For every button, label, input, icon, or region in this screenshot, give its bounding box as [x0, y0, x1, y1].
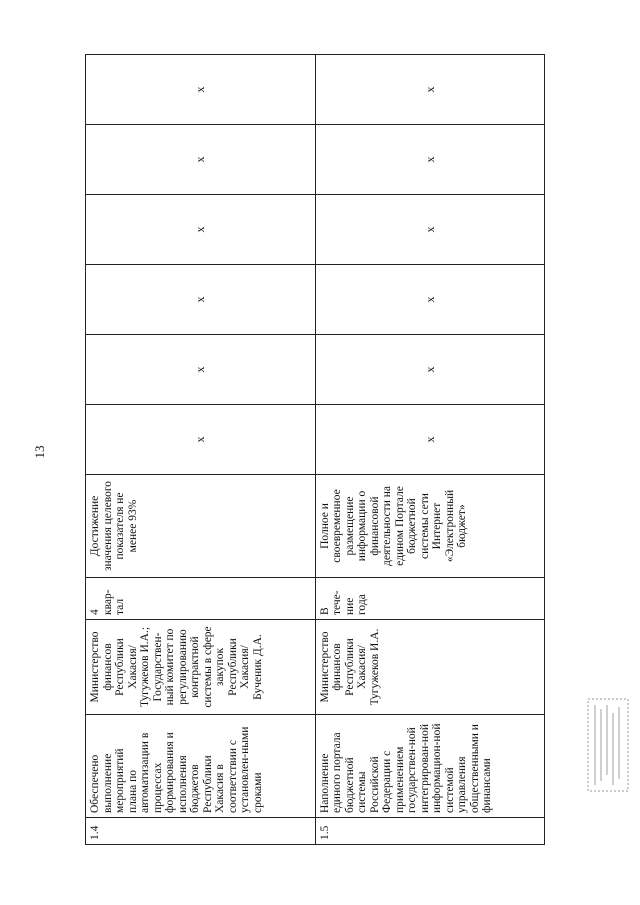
- mark-cell: x: [86, 195, 316, 265]
- event-cell: Наполнение единого портала бюджетной системы Российской Федерации с применением государствен-ной интегрирован-ной информацион-ной системой управления общественными и финансами: [315, 715, 545, 818]
- table-row: [86, 55, 316, 845]
- mark-cell: x: [315, 195, 545, 265]
- mark-cell: x: [315, 125, 545, 195]
- table-row: [315, 55, 545, 845]
- row-number: 1.5: [315, 818, 545, 845]
- mark-cell: x: [315, 265, 545, 335]
- plan-table: [85, 54, 545, 845]
- term-cell: 4 квар-тал: [86, 578, 316, 620]
- mark-cell: x: [86, 55, 316, 125]
- row-number: 1.4: [86, 818, 316, 845]
- mark-cell: x: [86, 335, 316, 405]
- signature-stamp: [585, 695, 631, 795]
- result-cell: Полное и своевременное размещение информации о финансовой деятельности на едином Портале бюджетной системы сети Интернет «Электронный бюджет»: [315, 475, 545, 578]
- result-cell: Достижение значения целевого показателя не менее 93%: [86, 475, 316, 578]
- mark-cell: x: [315, 405, 545, 475]
- mark-cell: x: [86, 405, 316, 475]
- responsible-cell: Министерство финансов Республики Хакасия/ Тугужеков И.А.: [315, 620, 545, 715]
- mark-cell: x: [315, 335, 545, 405]
- mark-cell: x: [86, 265, 316, 335]
- event-cell: Обеспечено выполнение мероприятий плана по автоматизации в процессах формирования и исполнения бюджетов Республики Хакасия в соответствии с установлен-ными сроками: [86, 715, 316, 818]
- page-number: 13: [32, 445, 47, 459]
- mark-cell: x: [86, 125, 316, 195]
- rotated-table-container: [85, 55, 545, 845]
- responsible-cell: Министерство финансов Республики Хакасия/ Тугужеков И.А.; Государствен-ный комитет по регулированию контрактной системы в сфере закупок Республики Хакасия/ Бученик Д.А.: [86, 620, 316, 715]
- mark-cell: x: [315, 55, 545, 125]
- term-cell: В тече-ние года: [315, 578, 545, 620]
